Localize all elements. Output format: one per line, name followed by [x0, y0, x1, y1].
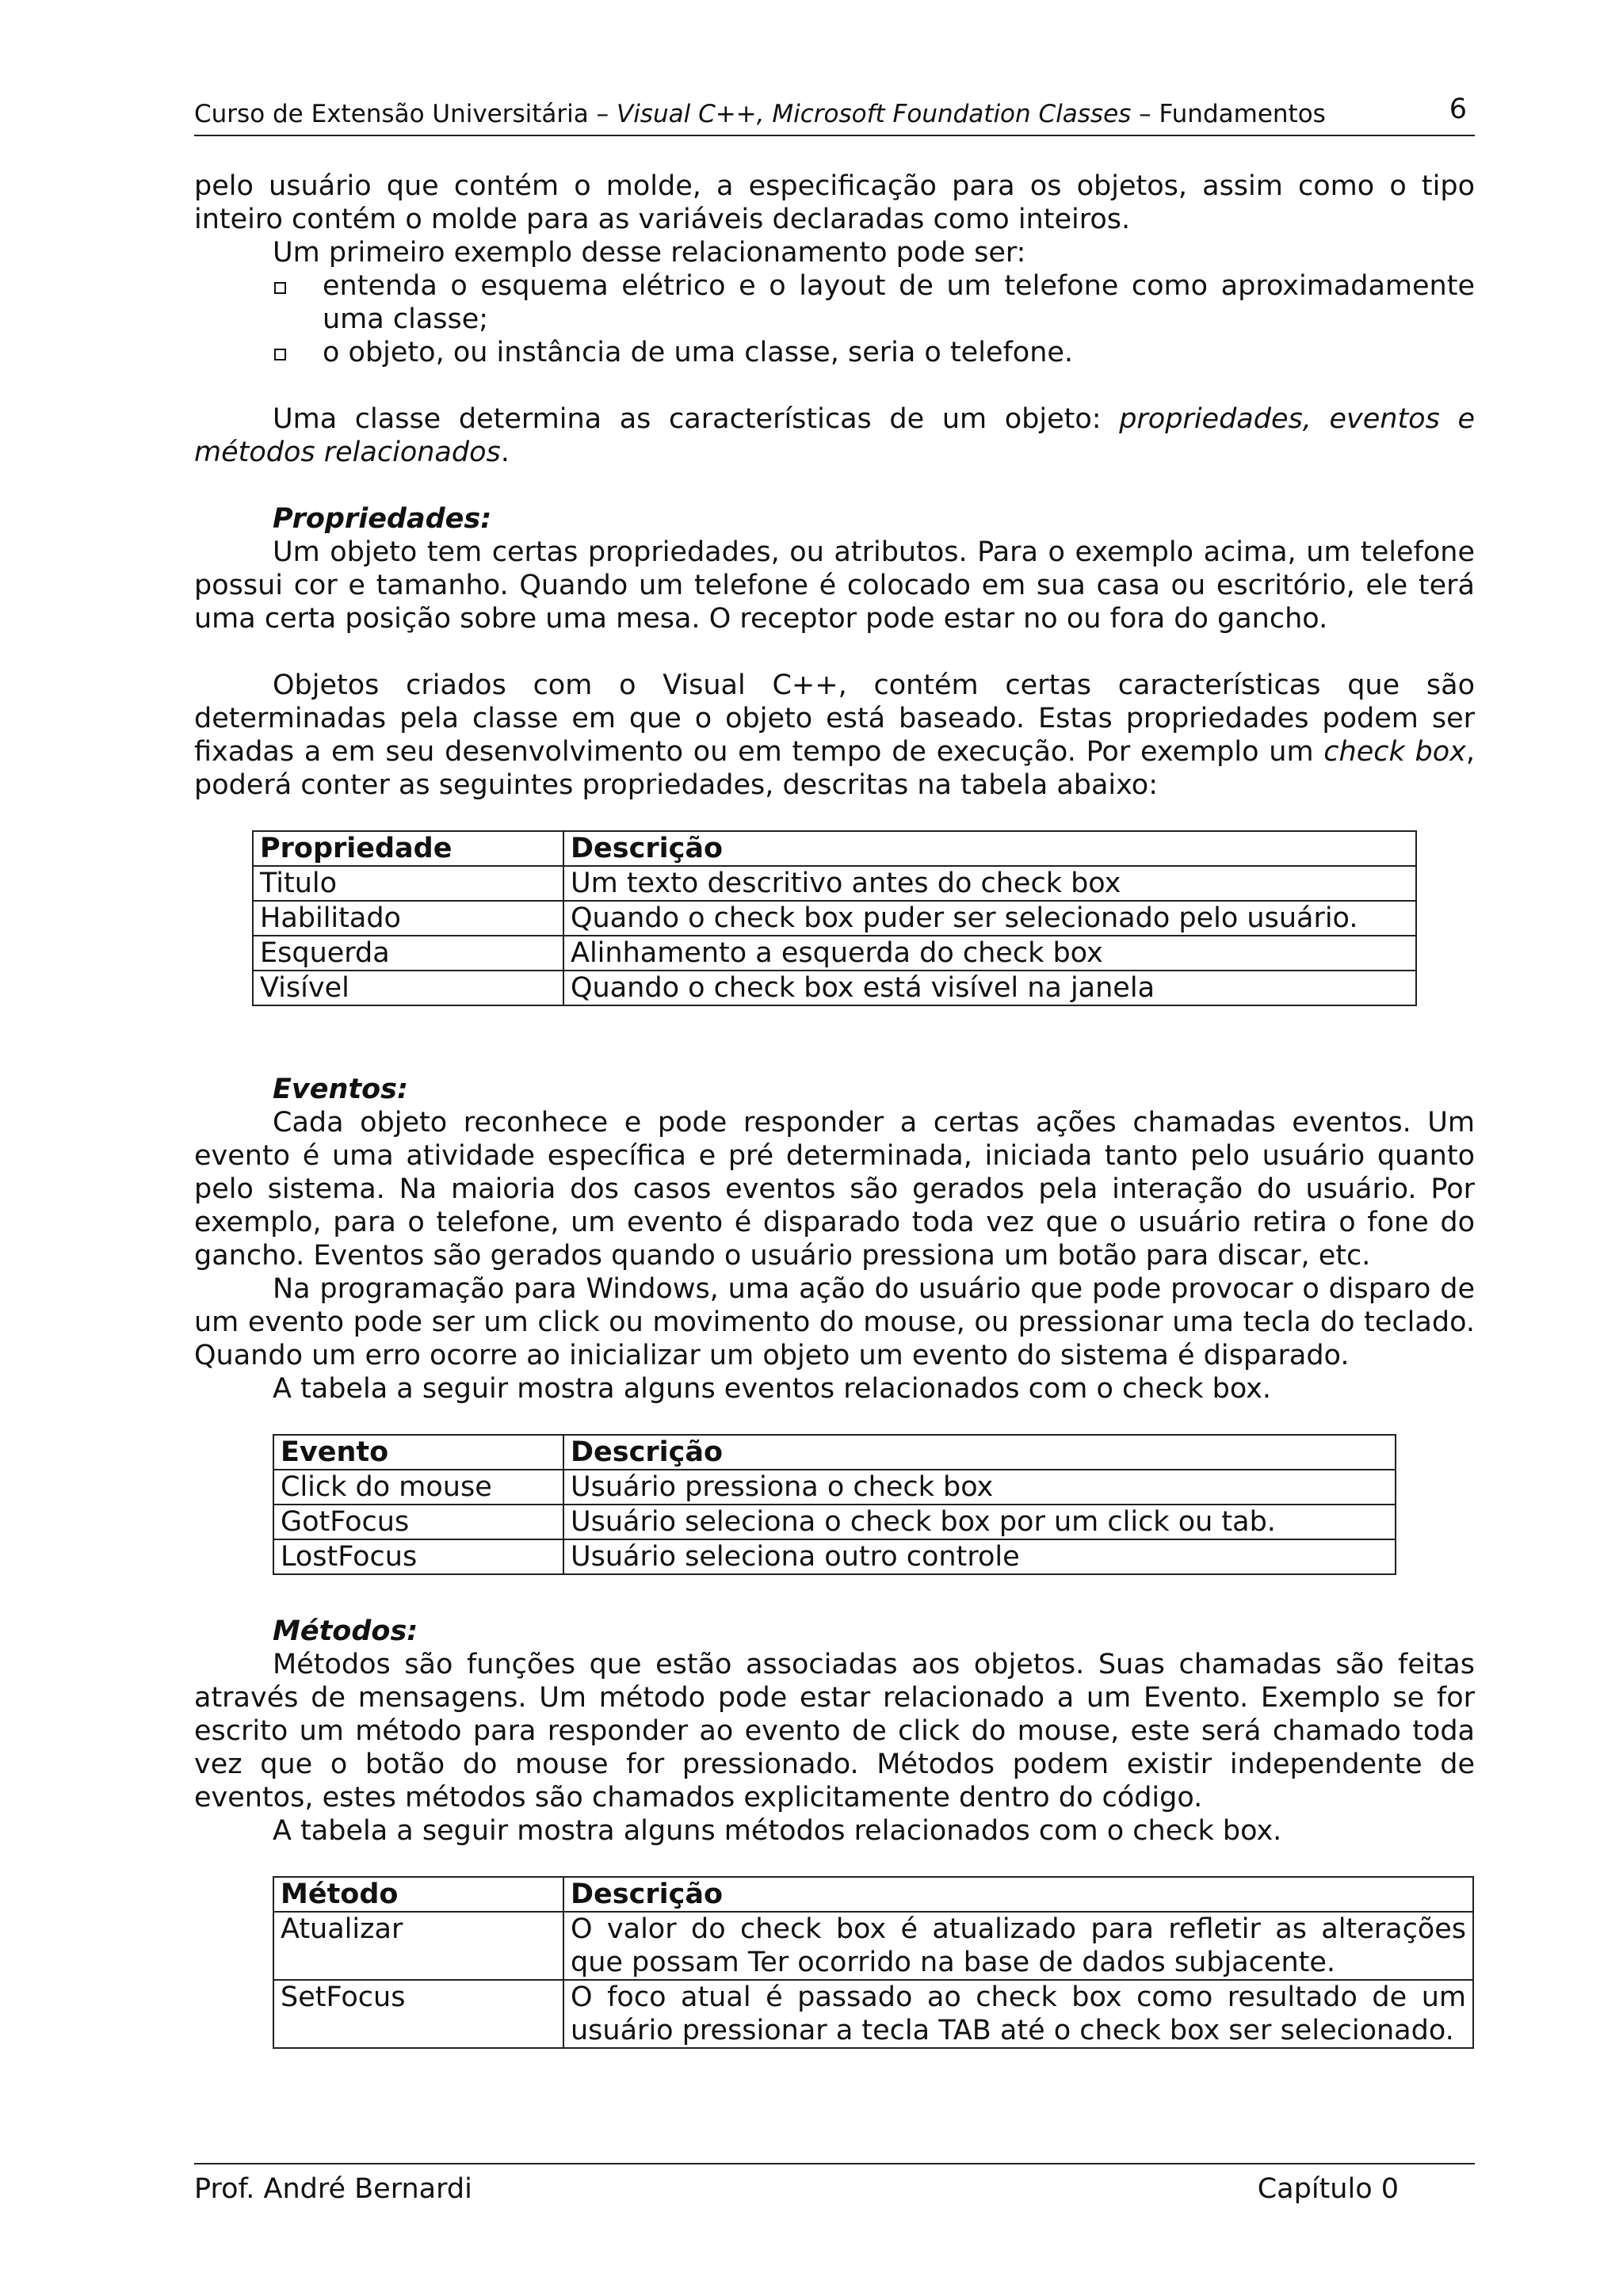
table-row — [273, 1912, 1473, 1980]
events-table — [273, 1434, 1396, 1575]
table-header-cell: Descrição — [563, 1435, 1396, 1470]
page-header — [194, 93, 1475, 136]
table-cell: Click do mouse — [273, 1470, 563, 1505]
intro-example-paragraph: Um primeiro exemplo desse relacionamento pode ser: — [273, 237, 1026, 269]
section-heading-eventos: Eventos: — [273, 1074, 408, 1105]
table-header-cell: Método — [273, 1877, 563, 1912]
table-cell: Quando o check box puder ser selecionado pelo usuário. — [563, 901, 1416, 936]
metodos-table-intro: A tabela a seguir mostra alguns métodos relacionados com o check box. — [273, 1815, 1282, 1847]
table-header-cell: Descrição — [563, 1877, 1473, 1912]
table-header-row — [273, 1877, 1473, 1912]
intro-paragraph: pelo usuário que contém o molde, a especificação para os objetos, assim como o tipo inteiro contém o molde para as variáveis declaradas como inteiros. — [194, 170, 1475, 235]
eventos-paragraph: Cada objeto reconhece e pode responder a certas ações chamadas eventos. Um evento é uma atividade específica e pré determinada, iniciada tanto pelo usuário quanto pelo sistema. Na maioria dos casos eventos são gerados pela interação do usuário. Por exemplo, para o telefone, um evento é disparado toda vez que o usuário retira o fone do gancho. Eventos são gerados quando o usuário pressiona um botão para discar, etc. — [194, 1107, 1475, 1272]
list-item: o objeto, ou instância de uma classe, seria o telefone. — [194, 336, 1475, 369]
propriedades-paragraph-2: Objetos criados com o Visual C++, contém certas características que são determinadas pela classe em que o objeto está baseado. Estas propriedades podem ser fixadas a em seu desenvolvimento ou em tempo de execução. Por exemplo um check box, poderá conter as seguintes propriedades, descritas na tabela abaixo: — [194, 669, 1475, 801]
table-cell: O foco atual é passado ao check box como resultado de um usuário pressionar a tecla TAB até o check box ser selecionado. — [563, 1980, 1473, 2048]
propriedades-paragraph: Um objeto tem certas propriedades, ou atributos. Para o exemplo acima, um telefone possui cor e tamanho. Quando um telefone é colocado em sua casa ou escritório, ele terá uma certa posição sobre uma mesa. O receptor pode estar no ou fora do gancho. — [194, 536, 1475, 635]
table-header-row — [253, 831, 1416, 866]
table-cell: Visível — [253, 971, 563, 1005]
table-cell: Titulo — [253, 866, 563, 901]
eventos-paragraph-2: Na programação para Windows, uma ação do usuário que pode provocar o disparo de um evento pode ser um click ou movimento do mouse, ou pressionar uma tecla do teclado. Quando um erro ocorre ao inicializar um objeto um evento do sistema é disparado. — [194, 1273, 1475, 1371]
table-header-row — [273, 1435, 1396, 1470]
table-row — [273, 1470, 1396, 1505]
eventos-table-intro: A tabela a seguir mostra alguns eventos relacionados com o check box. — [273, 1373, 1271, 1405]
section-heading-propriedades: Propriedades: — [273, 503, 492, 535]
table-cell: LostFocus — [273, 1539, 563, 1574]
table-cell: Quando o check box está visível na janela — [563, 971, 1416, 1005]
table-cell: Alinhamento a esquerda do check box — [563, 936, 1416, 971]
table-cell: GotFocus — [273, 1505, 563, 1539]
table-cell: Usuário seleciona o check box por um click ou tab. — [563, 1505, 1396, 1539]
methods-table — [273, 1876, 1474, 2049]
table-cell: Esquerda — [253, 936, 563, 971]
table-cell: SetFocus — [273, 1980, 563, 2048]
table-row — [253, 936, 1416, 971]
table-cell: Usuário seleciona outro controle — [563, 1539, 1396, 1574]
table-row — [253, 866, 1416, 901]
footer-author: Prof. André Bernardi — [194, 2173, 472, 2205]
footer-chapter: Capítulo 0 — [1257, 2173, 1399, 2205]
table-cell: O valor do check box é atualizado para refletir as alterações que possam Ter ocorrido na base de dados subjacente. — [563, 1912, 1473, 1980]
table-cell: Um texto descritivo antes do check box — [563, 866, 1416, 901]
table-header-cell: Evento — [273, 1435, 563, 1470]
table-row — [253, 971, 1416, 1005]
page-footer — [194, 2163, 1475, 2206]
page-number: 6 — [1449, 93, 1467, 125]
table-row — [273, 1505, 1396, 1539]
table-cell: Usuário pressiona o check box — [563, 1470, 1396, 1505]
table-row — [273, 1539, 1396, 1574]
table-row — [253, 901, 1416, 936]
properties-table — [252, 830, 1417, 1006]
section-heading-metodos: Métodos: — [273, 1615, 418, 1647]
table-header-cell: Propriedade — [253, 831, 563, 866]
page-body — [194, 170, 1475, 2049]
table-header-cell: Descrição — [563, 831, 1416, 866]
list-item: entenda o esquema elétrico e o layout de um telefone como aproximadamente uma classe; — [194, 269, 1475, 336]
table-row — [273, 1980, 1473, 2048]
metodos-paragraph: Métodos são funções que estão associadas aos objetos. Suas chamadas são feitas através de mensagens. Um método pode estar relacionado a um Evento. Exemplo se for escrito um método para responder ao evento de click do mouse, este será chamado toda vez que o botão do mouse for pressionado. Métodos podem existir independente de eventos, estes métodos são chamados explicitamente dentro do código. — [194, 1649, 1475, 1814]
class-paragraph: Uma classe determina as características de um objeto: propriedades, eventos e métodos relacionados. — [194, 403, 1475, 468]
bullet-list — [194, 269, 1475, 369]
header-course: Curso de Extensão Universitária – Visual C++, Microsoft Foundation Classes – Fundamentos — [194, 100, 1326, 128]
table-cell: Atualizar — [273, 1912, 563, 1980]
table-cell: Habilitado — [253, 901, 563, 936]
